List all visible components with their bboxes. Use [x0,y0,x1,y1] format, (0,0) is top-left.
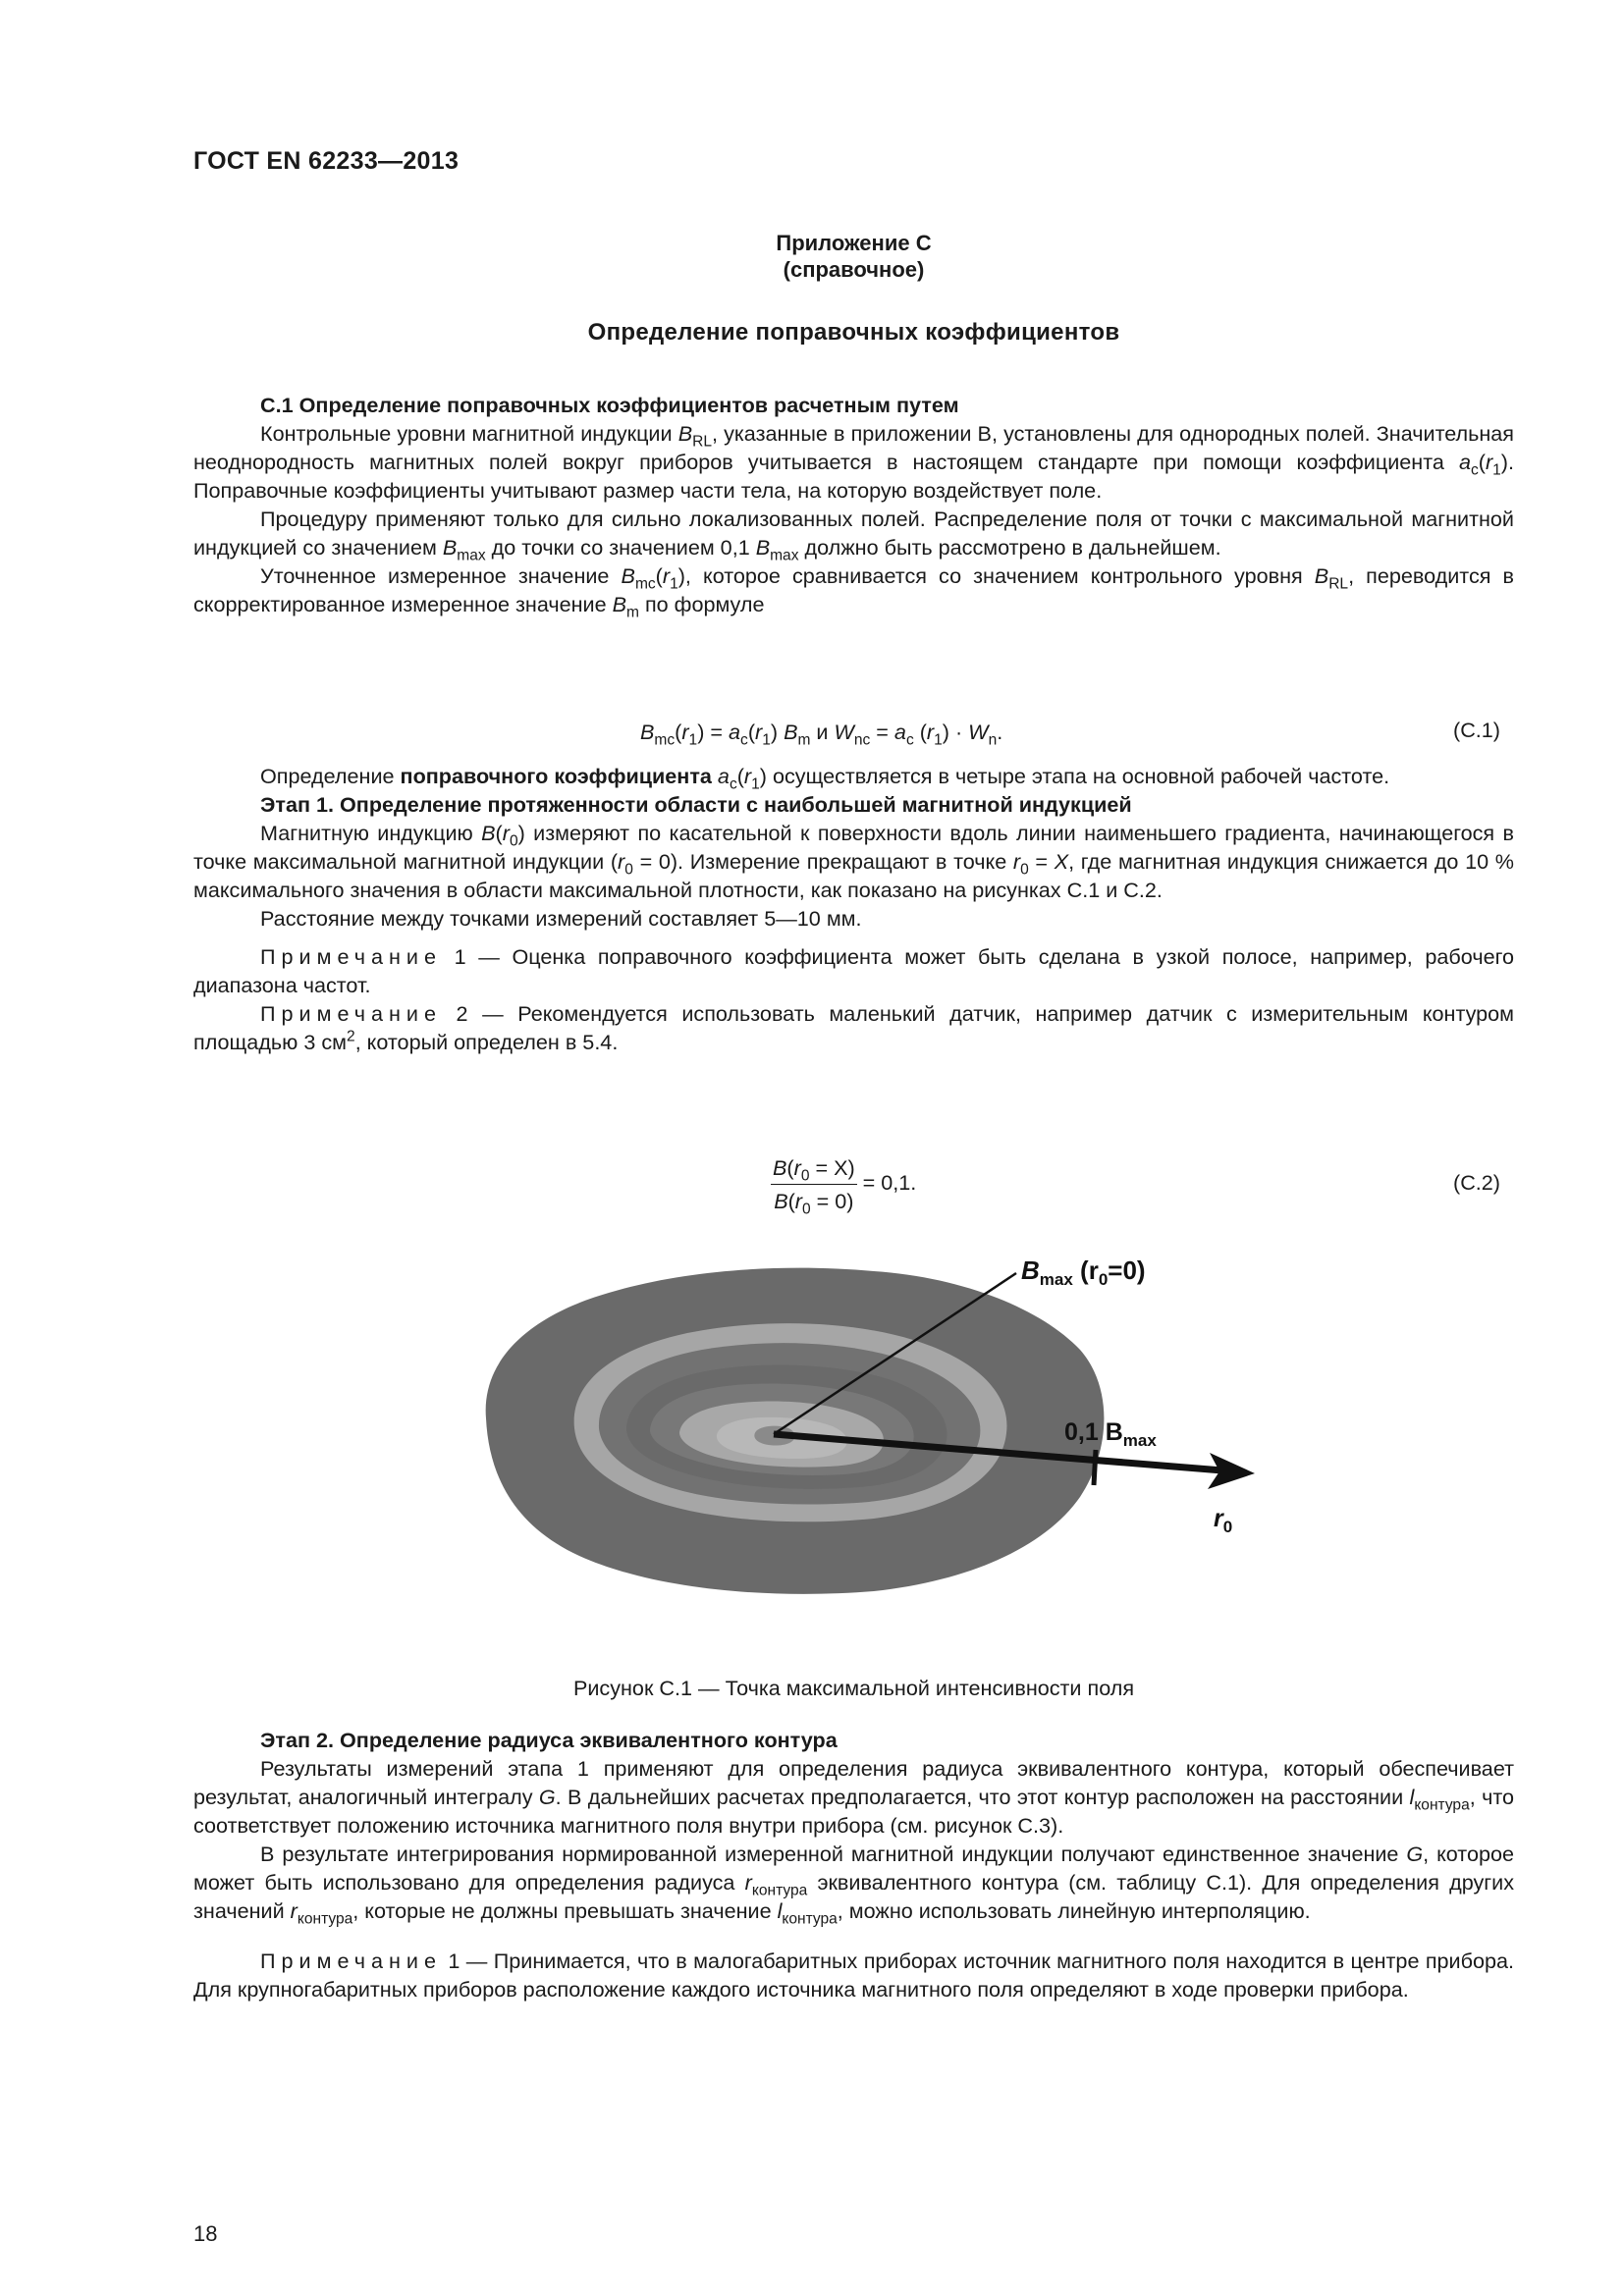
formula-c2: $\frac{B(r_0 = X)}{B(r_0 = 0)}$ = 0,1. [773,1155,917,1218]
annex-label: Приложение С [776,231,932,255]
paragraph: Определение поправочного коэффициента $a_c(r_1)$ осуществляется в четыре этапа на основной рабочей частоте. [260,764,1390,793]
note-2: Примечание 2 — Рекомендуется использовать маленький датчик, например датчик с измерительным контуром площадью 3 $см^2$, который определен в 5.4. [193,1001,1514,1054]
r0-label: $r_0$ [1214,1505,1233,1536]
paragraph: Результаты измерений этапа 1 применяют для определения радиуса эквивалентного контура, который обеспечивает результат, аналогичный интегралу G. В дальнейших расчетах предполагается, что этот контур расположен на расстоянии $l_{контура}$, что соответствует положению источника магнитного поля внутри прибора (см. рисунок С.3). [193,1756,1514,1838]
note-3: Примечание 1 — Принимается, что в малогабаритных приборах источник магнитного поля находится в центре прибора. Для крупногабаритных приборов расположение каждого источника магнитного поля определяют в ходе проверки прибора. [193,1949,1514,2002]
note-1: Примечание 1 — Оценка поправочного коэффициента может быть сделана в узкой полосе, например, рабочего диапазона частот. [193,944,1514,997]
figure-caption: Рисунок С.1 — Точка максимальной интенсивности поля [572,1676,1135,1700]
stage2-text [193,1726,1514,2003]
stage2-heading: Этап 2. Определение радиуса эквивалентного контура [260,1728,838,1752]
figure-c1 [461,1232,1267,1659]
formula-c1-number: (С.1) [1453,718,1500,742]
stage1-heading: Этап 1. Определение протяженности области с наибольшей магнитной индукцией [260,792,1132,817]
standard-header: ГОСТ EN 62233—2013 [193,147,460,175]
paragraph: Магнитную индукцию $B(r_0)$ измеряют по касательной к поверхности вдоль линии наименьшего градиента, начинающегося в точке максимальной магнитной индукции $(r_0 = 0)$. Измерение прекращают в точке $r_0 = X$, где магнитная индукция снижается до 10 % максимального значения в области максимальной плотности, как показано на рисунках С.1 и С.2. [193,821,1514,902]
formula-c1: $B_{mc}(r_1) = a_c(r_1)$ $B_m$ и $W_{nc} = a_c$ $(r_1) \cdot W_n$. [640,720,1003,749]
annex-type: (справочное) [783,257,925,282]
bmax-label: $B_{max}$ $(r_0=0)$ [1021,1255,1146,1289]
page-number: 18 [193,2221,218,2246]
threshold-label: 0,1 $B_{max}$ [1064,1418,1157,1450]
paragraph: Уточненное измеренное значение $B_{mc}(r_1)$, которое сравнивается со значением контрольного уровня $B_{RL}$, переводится в скорректированное измеренное значение $B_m$ по формуле [193,563,1514,621]
formula-c2-number: (С.2) [1453,1170,1500,1195]
paragraph: В результате интегрирования нормированной измеренной магнитной индукции получают единственное значение G, которое может быть использовано для определения радиуса $r_{контура}$ эквивалентного контура (см. таблицу С.1). Для определения других значений $r_{контура}$, которые не должны превышать значение $l_{контура}$, можно использовать линейную интерполяцию. [193,1842,1515,1928]
paragraph: Процедуру применяют только для сильно локализованных полей. Распределение поля от точки с максимальной магнитной индукцией со значением $B_{max}$ до точки со значением 0,1 $B_{max}$ должно быть рассмотрено в дальнейшем. [193,507,1514,564]
annex-title: Определение поправочных коэффициентов [587,319,1120,346]
section-c1-text [193,391,1514,621]
section-c1-heading: С.1 Определение поправочных коэффициентов расчетным путем [260,393,959,417]
formula-c2-fraction: $\frac{B(r_0 = X)}{B(r_0 = 0)}$ [773,1155,855,1218]
field-intensity-diagram [461,1232,1267,1654]
threshold-tick [1094,1450,1096,1485]
stage1-text [193,762,1514,1056]
paragraph: Контрольные уровни магнитной индукции $B_{RL}$, указанные в приложении В, установлены для однородных полей. Значительная неоднородность магнитных полей вокруг приборов учитывается в настоящем стандарте при помощи коэффициента $a_c(r_1)$. Поправочные коэффициенты учитывают размер части тела, на которую воздействует поле. [193,421,1514,503]
paragraph: Расстояние между точками измерений составляет 5—10 мм. [260,906,862,931]
